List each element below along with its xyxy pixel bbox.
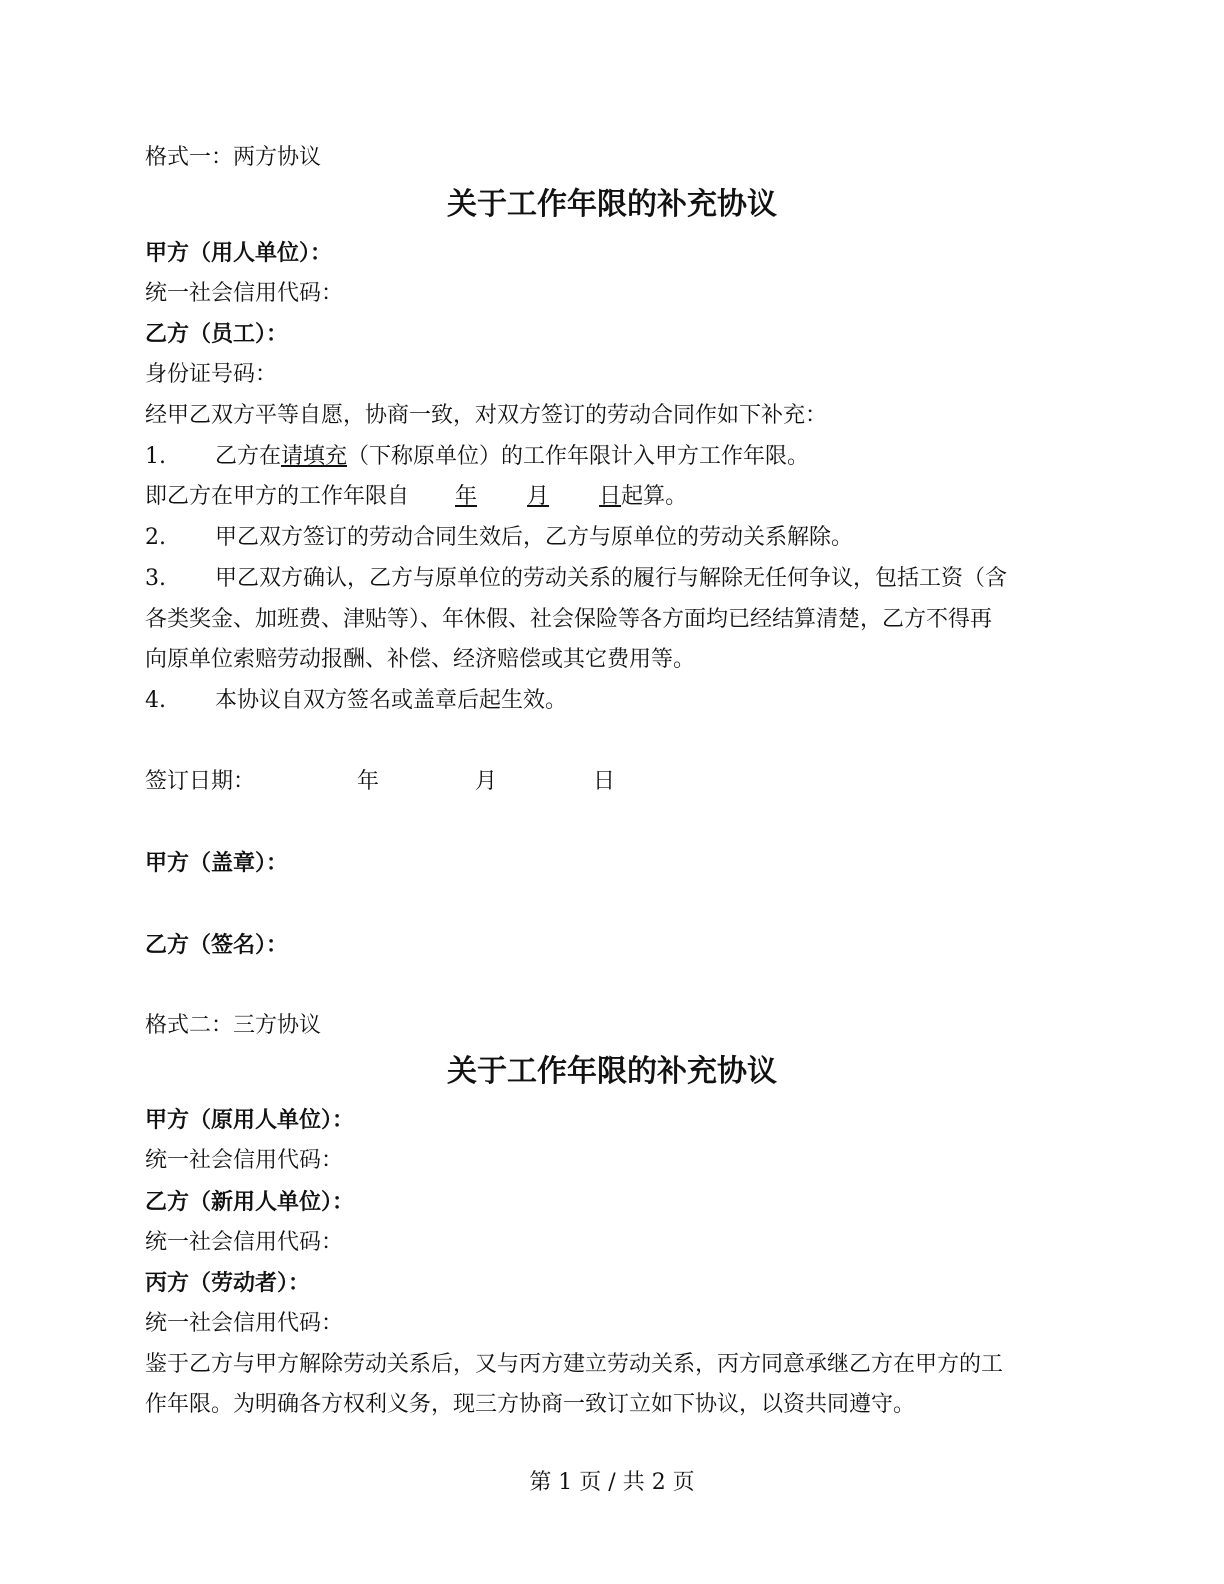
clause-text: 起算。 [621,484,688,509]
intro-paragraph-line-2: 作年限。为明确各方权利义务，现三方协商一致订立如下协议，以资共同遵守。 [145,1392,916,1417]
clause-4 [145,686,567,716]
party-a-label: 甲方（用人单位）： [145,240,333,266]
party-b-sign-label: 乙方（签名）： [145,932,289,958]
clause-text: 乙方在 [215,444,282,469]
clause-number: 2. [145,525,166,550]
party-a-label: 甲方（原用人单位）： [145,1107,355,1133]
day-label: 日 [593,769,616,794]
month-label: 月 [527,484,550,509]
sign-date-line [145,767,615,797]
clause-number: 4. [145,688,166,713]
credit-code-label: 统一社会信用代码： [145,281,344,306]
intro-paragraph-line-1: 鉴于乙方与甲方解除劳动关系后，又与丙方建立劳动关系，丙方同意承继乙方在甲方的工 [145,1352,1004,1377]
clause-number: 1. [145,444,166,469]
credit-code-label: 统一社会信用代码： [145,1148,344,1173]
clause-2 [145,523,853,553]
clause-3 [145,564,1007,594]
party-a-seal-label: 甲方（盖章）： [145,850,289,876]
format-two-label: 格式二：三方协议 [145,1013,322,1038]
year-label: 年 [357,769,380,794]
clause-1 [145,442,809,472]
party-c-label: 丙方（劳动者）： [145,1270,311,1296]
intro-paragraph: 经甲乙双方平等自愿，协商一致，对双方签订的劳动合同作如下补充： [145,403,828,428]
clause-text: 甲乙双方签订的劳动合同生效后，乙方与原单位的劳动关系解除。 [215,525,854,550]
agreement-title-1: 关于工作年限的补充协议 [447,187,777,222]
date-blank[interactable] [409,484,621,509]
clause-text: 本协议自双方签名或盖章后起生效。 [215,688,568,713]
page-footer: 第 1 页 / 共 2 页 [529,1470,695,1495]
credit-code-label: 统一社会信用代码： [145,1230,344,1255]
clause-number: 3. [145,566,166,591]
day-label: 日 [599,484,622,509]
format-one-label: 格式一：两方协议 [145,145,322,170]
clause-text: 甲乙双方确认，乙方与原单位的劳动关系的履行与解除无任何争议，包括工资（含 [215,566,1008,591]
year-label: 年 [455,484,478,509]
id-number-label: 身份证号码： [145,362,278,387]
clause-3-line-3: 向原单位索赔劳动报酬、补偿、经济赔偿或其它费用等。 [145,647,696,672]
clause-text: （下称原单位）的工作年限计入甲方工作年限。 [347,444,810,469]
clause-1-continued [145,482,687,512]
fill-placeholder[interactable]: 请填充 [281,444,348,469]
clause-text: 即乙方在甲方的工作年限自 [145,484,410,509]
credit-code-label: 统一社会信用代码： [145,1311,344,1336]
agreement-title-2: 关于工作年限的补充协议 [447,1054,777,1089]
clause-3-line-2: 各类奖金、加班费、津贴等）、年休假、社会保险等各方面均已经结算清楚，乙方不得再 [145,607,993,632]
party-b-label: 乙方（新用人单位）： [145,1189,355,1215]
party-b-label: 乙方（员工）： [145,321,289,347]
sign-date-label: 签订日期： [145,769,256,794]
month-label: 月 [475,769,498,794]
